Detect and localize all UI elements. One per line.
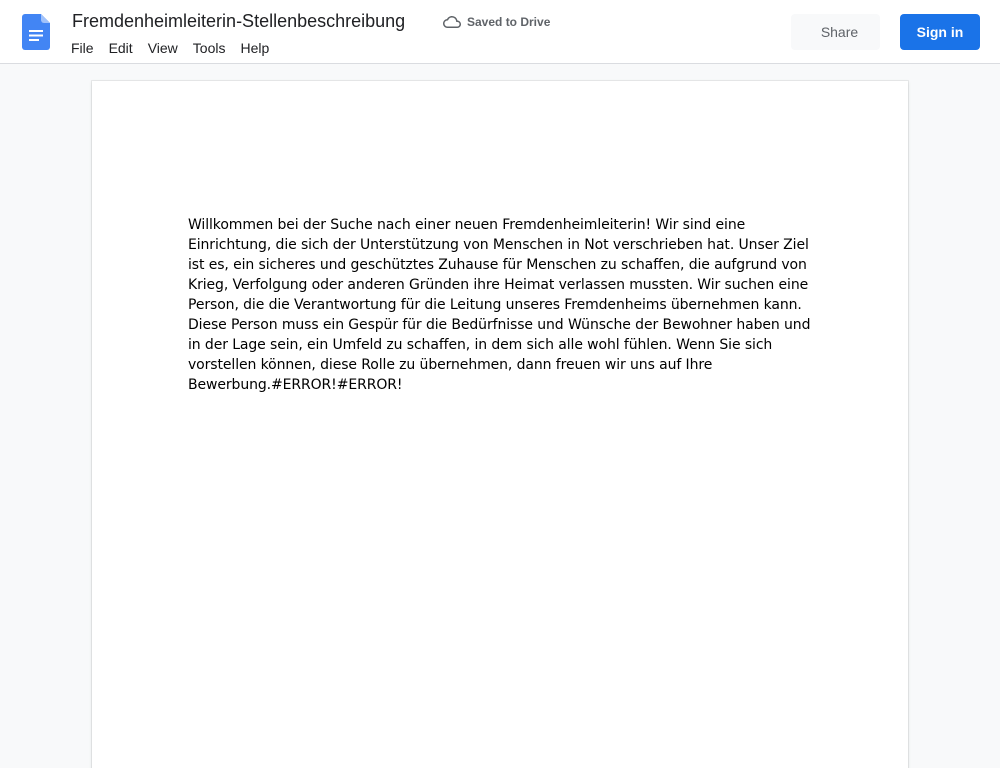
document-canvas[interactable] <box>0 64 1000 768</box>
top-bar <box>0 0 1000 64</box>
menu-tools[interactable]: Tools <box>192 40 226 56</box>
cloud-done-icon <box>443 13 461 31</box>
sign-in-button[interactable]: Sign in <box>900 14 980 50</box>
menu-file[interactable]: File <box>71 40 94 56</box>
document-page[interactable] <box>92 81 908 768</box>
docs-logo-icon[interactable] <box>22 14 50 50</box>
menu-help[interactable]: Help <box>240 40 270 56</box>
save-status-label: Saved to Drive <box>467 15 551 29</box>
menu-view[interactable]: View <box>147 40 178 56</box>
document-body-text[interactable]: Willkommen bei der Suche nach einer neuen Fremdenheimleiterin! Wir sind eine Einrichtung, die sich der Unterstützung von Menschen in Not verschrieben hat. Unser Ziel ist es, ein sicheres und geschütztes Zuhause für Menschen zu schaffen, die aufgrund von Krieg, Verfolgung oder anderen Gründen ihre Heimat verlassen mussten. Wir suchen eine Person, die die Verantwortung für die Leitung unseres Fremdenheims übernehmen kann. Diese Person muss ein Gespür für die Bedürfnisse und Wünsche der Bewohner haben und in der Lage sein, ein Umfeld zu schaffen, in dem sich alle wohl fühlen. Wenn Sie sich vorstellen können, diese Rolle zu übernehmen, dann freuen wir uns auf Ihre Bewerbung.#ERROR!#ERROR! <box>188 217 811 393</box>
share-button[interactable]: Share <box>791 14 880 50</box>
save-status[interactable] <box>443 13 550 31</box>
menu-edit[interactable]: Edit <box>108 40 133 56</box>
document-title[interactable]: Fremdenheimleiterin-Stellenbeschreibung <box>72 11 406 31</box>
menu-bar <box>71 40 284 56</box>
